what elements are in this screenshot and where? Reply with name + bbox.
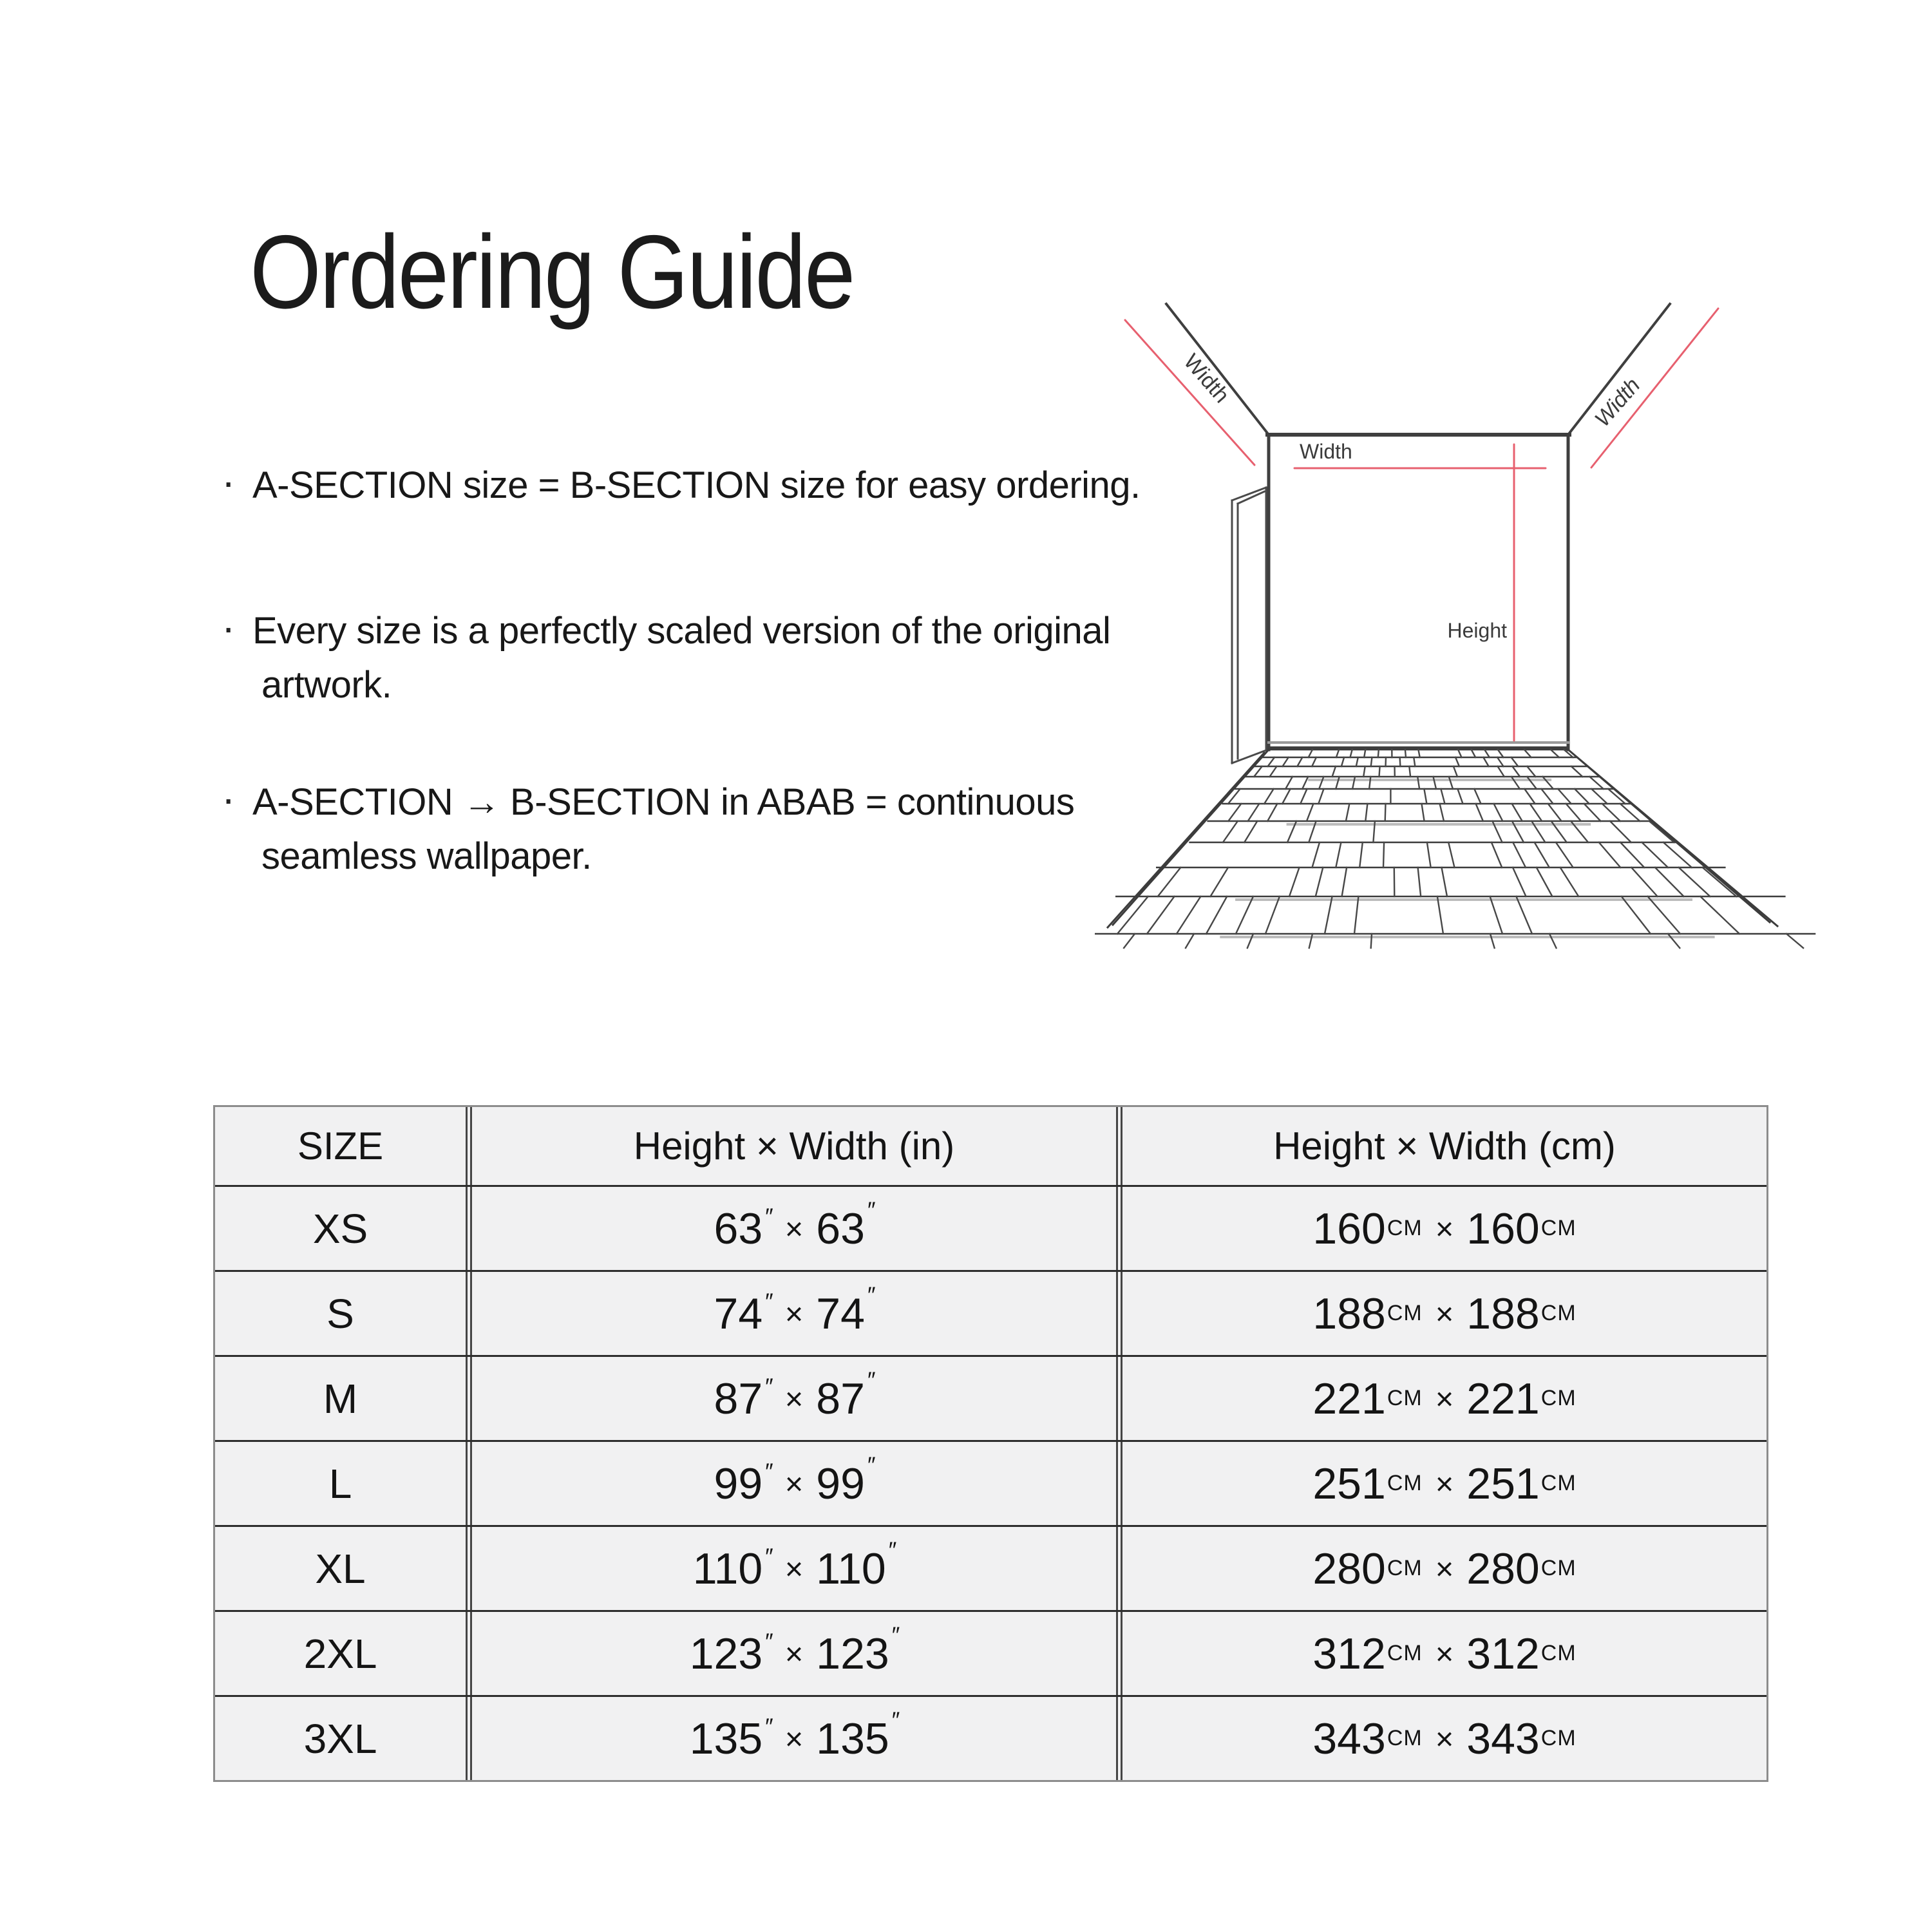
header-size: SIZE xyxy=(215,1107,472,1185)
centimeters-cell: 312 CM × 312 CM xyxy=(1312,1629,1577,1678)
bullet-text: A-SECTION size = B-SECTION size for easy ordering. xyxy=(252,464,1141,506)
table-row xyxy=(215,1525,1766,1610)
header-inches: Height × Width (in) xyxy=(472,1107,1122,1185)
table-row xyxy=(215,1355,1766,1440)
bullet-dot: · xyxy=(222,604,235,650)
inches-cell: 63 ″ × 63 ″ xyxy=(472,1187,1122,1270)
bullet-equal-sections xyxy=(222,459,1141,513)
centimeters-cell: 160 CM × 160 CM xyxy=(1312,1204,1577,1253)
table-row xyxy=(215,1610,1766,1695)
size-cell: XL xyxy=(215,1527,472,1610)
centimeters-cell: 221 CM × 221 CM xyxy=(1312,1374,1577,1423)
bullet-abab-seamless xyxy=(222,775,1074,884)
width-label-left: Width xyxy=(1179,349,1235,408)
table-row xyxy=(215,1185,1766,1270)
inches-cell: 135 ″ × 135 ″ xyxy=(472,1697,1122,1780)
door xyxy=(1232,488,1266,763)
bullet-text: Every size is a perfectly scaled version of the original xyxy=(252,610,1111,652)
bullet-dot: · xyxy=(222,775,235,822)
table-row xyxy=(215,1695,1766,1780)
ceiling-left-line xyxy=(1166,304,1269,435)
width-label-right: Width xyxy=(1589,373,1645,431)
bullet-scaled-artwork xyxy=(222,604,1110,712)
floor-tiles xyxy=(1095,750,1815,948)
header-cm: Height × Width (cm) xyxy=(1273,1124,1616,1168)
width-measure-line-right xyxy=(1591,308,1718,468)
centimeters-cell: 280 CM × 280 CM xyxy=(1312,1544,1577,1593)
centimeters-cell: 188 CM × 188 CM xyxy=(1312,1289,1577,1338)
table-row xyxy=(215,1270,1766,1355)
inches-cell: 123 ″ × 123 ″ xyxy=(472,1612,1122,1695)
inches-cell: 74 ″ × 74 ″ xyxy=(472,1272,1122,1355)
page-title: Ordering Guide xyxy=(250,214,854,330)
size-cell: XS xyxy=(215,1187,472,1270)
floor-row-lines xyxy=(1095,750,1815,934)
room-perspective-diagram xyxy=(1095,270,1816,992)
bullet-text-continued: artwork. xyxy=(261,664,392,706)
table-row xyxy=(215,1440,1766,1525)
size-cell: M xyxy=(215,1357,472,1440)
room-walls xyxy=(1166,304,1670,750)
bullet-text-continued: seamless wallpaper. xyxy=(261,835,592,877)
size-table xyxy=(213,1105,1768,1782)
centimeters-cell: 343 CM × 343 CM xyxy=(1312,1714,1577,1763)
inches-cell: 110 ″ × 110 ″ xyxy=(472,1527,1122,1610)
inches-cell: 99 ″ × 99 ″ xyxy=(472,1442,1122,1525)
size-cell: S xyxy=(215,1272,472,1355)
size-cell: 2XL xyxy=(215,1612,472,1695)
size-cell: L xyxy=(215,1442,472,1525)
size-cell: 3XL xyxy=(215,1697,472,1780)
width-label-back: Width xyxy=(1300,440,1352,463)
table-header-row xyxy=(215,1107,1766,1185)
height-label: Height xyxy=(1447,619,1507,642)
bullet-text: A-SECTION → B-SECTION in ABAB = continuous xyxy=(252,781,1075,823)
centimeters-cell: 251 CM × 251 CM xyxy=(1312,1459,1577,1508)
inches-cell: 87 ″ × 87 ″ xyxy=(472,1357,1122,1440)
table-body xyxy=(215,1185,1766,1780)
door-frame xyxy=(1232,488,1266,763)
bullet-dot: · xyxy=(222,459,235,505)
dimension-labels xyxy=(1179,350,1645,642)
